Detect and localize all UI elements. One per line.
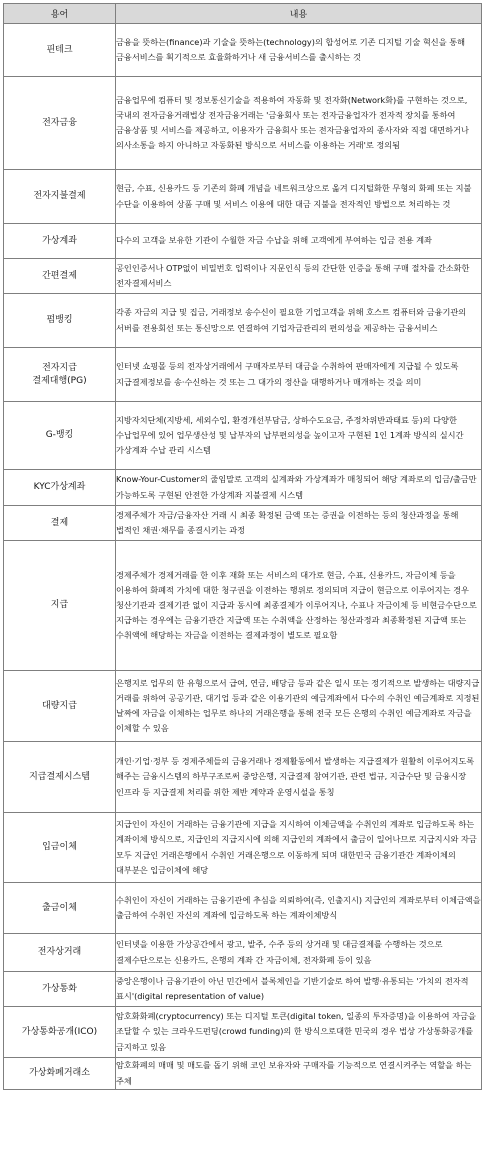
table-row: [4, 883, 482, 934]
term-cell: 전자금융: [4, 77, 116, 170]
table-row: [4, 402, 482, 470]
term-cell: 간편결제: [4, 259, 116, 294]
term-cell: 지급: [4, 541, 116, 671]
description-cell: 개인·기업·정부 등 경제주체들의 금융거래나 경제활동에서 발생하는 지급결제가 원활히 이루어지도록 해주는 금융시스템의 하부구조로써 중앙은행, 지급결제 참여기관, 관련 법규, 지급수단 및 금융시장 인프라 등 지급결제 처리를 위한 제반 계약과 운영시설을 통칭: [116, 742, 482, 813]
description-cell: 암호화폐의 매매 및 매도를 돕기 위해 코인 보유자와 구매자를 기능적으로 연결시켜주는 역할을 하는 주체: [116, 1058, 482, 1090]
table-row: [4, 24, 482, 77]
description-cell: 지방자치단체(지방세, 세외수입, 환경개선부담금, 상하수도요금, 주정차위반과태료 등)의 다양한 수납업무에 있어 업무생산성 및 납부자의 납부편의성을 높이고자 구현된 1인 1계좌 방식의 실시간 가상계좌 수납 관리 시스템: [116, 402, 482, 470]
term-cell: 대량지급: [4, 671, 116, 742]
term-cell: 가상통화: [4, 972, 116, 1007]
term-cell: 가상통화공개(ICO): [4, 1007, 116, 1058]
description-cell: 경제주체가 경제거래를 한 이후 재화 또는 서비스의 대가로 현금, 수표, 신용카드, 자금이체 등을 이용하여 화폐적 가치에 대한 청구권을 이전하는 행위로 정의되며 지급이 현금으로 이루어지는 경우 청산기관과 결제기관 없이 지급과 동시에 최종결제가 이루어지나, 수표나 자금이체 등 비현금수단으로 지급하는 경우에는 금융기관간 지급액 또는 수취액을 산정하는 청산과정과 최종확정된 지급액 또는 수취액에 해당하는 자금을 이전하는 결제과정이 별도로 필요함: [116, 541, 482, 671]
table-row: [4, 1007, 482, 1058]
table-row: [4, 224, 482, 259]
term-cell: 핀테크: [4, 24, 116, 77]
description-cell: 공인인증서나 OTP없이 비밀번호 입력이나 지문인식 등의 간단한 인증을 통해 구매 절차를 간소화한 전자결제서비스: [116, 259, 482, 294]
term-cell: 펌뱅킹: [4, 294, 116, 348]
term-cell: 전자상거래: [4, 934, 116, 972]
table-row: [4, 506, 482, 541]
table-row: [4, 813, 482, 883]
term-cell: 가상계좌: [4, 224, 116, 259]
table-row: [4, 972, 482, 1007]
table-row: [4, 348, 482, 402]
description-cell: 금융을 뜻하는(finance)과 기술을 뜻하는(technology)의 합성어로 기존 디지털 기술 혁신을 통해 금융서비스를 획기적으로 효율화하거나 새 금융서비스를 출시하는 것: [116, 24, 482, 77]
description-cell: 수취인이 자신이 거래하는 금융기관에 추심을 의뢰하여(즉, 인출지시) 지급인의 계좌로부터 이체금액을 출금하여 수취인 자신의 계좌에 입금하도록 하는 계좌이체방식: [116, 883, 482, 934]
term-cell: 가상화폐거래소: [4, 1058, 116, 1090]
term-cell: 전자지불결제: [4, 170, 116, 224]
description-cell: 지급인이 자신이 거래하는 금융기관에 지급을 지시하여 이체금액을 수취인의 계좌로 입금하도록 하는 계좌이체 방식으로, 지급인의 지급지시에 의해 지급인의 계좌에서 출금이 일어나므로 지급지시와 자금 모두 지급인 거래은행에서 수취인 거래은행으로 이동하게 되며 대한민국 금융기관간 계좌이체의 대부분은 입금이체에 해당: [116, 813, 482, 883]
table-row: [4, 170, 482, 224]
table-row: [4, 1058, 482, 1090]
table-row: [4, 294, 482, 348]
description-cell: 인터넷 쇼핑몰 등의 전자상거래에서 구매자로부터 대금을 수취하여 판매자에게 지급될 수 있도록 지급결제정보를 송·수신하는 것 또는 그 대가의 정산을 대행하거나 매개하는 것을 의미: [116, 348, 482, 402]
description-cell: 암호화화폐(cryptocurrency) 또는 디지털 토큰(digital token, 일종의 투자증명)을 이용하여 자금을 조달할 수 있는 크라우드펀딩(crowd funding)의 한 방식으로대한 민국의 경우 법상 가상통화공개를 금지하고 있음: [116, 1007, 482, 1058]
table-row: [4, 470, 482, 506]
description-cell: 각종 자금의 지급 및 집금, 거래정보 송수신이 필요한 기업고객을 위해 호스트 컴퓨터와 금융기관의 서버를 전용회선 또는 통신망으로 연결하여 기업자금관리의 편의성을 제공하는 금융서비스: [116, 294, 482, 348]
table-row: [4, 541, 482, 671]
table-row: [4, 934, 482, 972]
description-cell: 은행지로 업무의 한 유형으로서 급여, 연금, 배당금 등과 같은 일시 또는 정기적으로 발생하는 대량지급 거래를 위하여 공공기관, 대기업 등과 같은 이용기관의 예금계좌에서 다수의 수취인 예금계좌로 지정된 날짜에 자금을 이체하는 업무로 하나의 거래은행을 통해 전국 모든 은행의 수취인 예금계좌로 자금을 이체할 수 있음: [116, 671, 482, 742]
header-row: [4, 4, 482, 24]
header-description: 내용: [116, 4, 482, 24]
table-row: [4, 259, 482, 294]
description-cell: 중앙은행이나 금융기관이 아닌 민간에서 블록체인을 기반기술로 하여 발행·유통되는 '가치의 전자적 표시'(digital representation of value): [116, 972, 482, 1007]
description-cell: 인터넷을 이용한 가상공간에서 광고, 발주, 수주 등의 상거래 및 대금결제를 수행하는 것으로 결제수단으로는 신용카드, 은행의 계좌 간 자금이체, 전자화폐 등이 있음: [116, 934, 482, 972]
term-cell: 전자지급 결제대행(PG): [4, 348, 116, 402]
glossary-table: [3, 3, 482, 1090]
description-cell: 다수의 고객을 보유한 기관이 수월한 자금 수납을 위해 고객에게 부여하는 입금 전용 계좌: [116, 224, 482, 259]
term-cell: 출금이체: [4, 883, 116, 934]
term-cell: G-뱅킹: [4, 402, 116, 470]
table-row: [4, 671, 482, 742]
table-row: [4, 742, 482, 813]
term-cell: 결제: [4, 506, 116, 541]
term-cell: KYC가상계좌: [4, 470, 116, 506]
description-cell: 현금, 수표, 신용카드 등 기존의 화폐 개념을 네트워크상으로 옮겨 디지털화한 무형의 화폐 또는 지불 수단을 이용하여 상품 구매 및 서비스 이용에 대한 대금 지불을 전자적인 방법으로 처리하는 것: [116, 170, 482, 224]
term-cell: 지급결제시스템: [4, 742, 116, 813]
description-cell: 경제주체가 자금/금융자산 거래 시 최종 확정된 금액 또는 증권을 이전하는 등의 청산과정을 통해 법적인 채권·채무를 종결시키는 과정: [116, 506, 482, 541]
table-row: [4, 77, 482, 170]
header-term: 용어: [4, 4, 116, 24]
term-cell: 입금이체: [4, 813, 116, 883]
description-cell: Know-Your-Customer의 줄임말로 고객의 실계좌와 가상계좌가 매칭되어 해당 계좌로의 입금/출금만 가능하도록 구현된 안전한 가상계좌 지불결제 시스템: [116, 470, 482, 506]
description-cell: 금융업무에 컴퓨터 및 정보통신기술을 적용하여 자동화 및 전자화(Network화)를 구현하는 것으로, 국내의 전자금융거래법상 전자금융거래는 '금융회사 또는 전자금융업자가 전자적 장치를 통하여 금융상품 및 서비스를 제공하고, 이용자가 금융회사 또는 전자금융업자의 종사자와 직접 대면하거나 의사소통을 하지 아니하고 자동화된 방식으로 서비스를 이용하는 거래'로 정의됨: [116, 77, 482, 170]
